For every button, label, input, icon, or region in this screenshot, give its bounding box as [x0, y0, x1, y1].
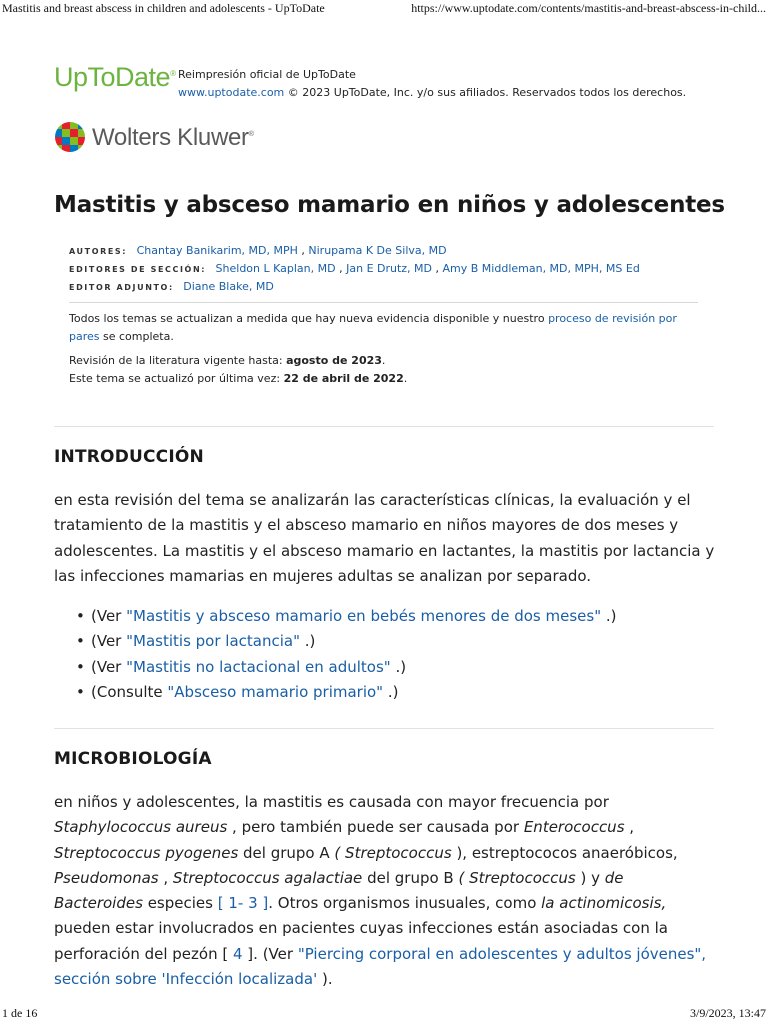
list-item	[76, 604, 716, 629]
text: en niños y adolescentes, la mastitis es causada con mayor frecuencia por	[54, 793, 609, 811]
brand-header	[54, 62, 714, 102]
print-header	[0, 0, 768, 16]
peer-review-text: Todos los temas se actualizan a medida que hay nueva evidencia disponible y nuestro	[69, 312, 549, 325]
related-topic-link[interactable]: "Mastitis por lactancia"	[126, 632, 300, 651]
print-footer	[0, 1008, 768, 1024]
microbiology-paragraph	[54, 790, 716, 992]
text: del grupo A	[238, 843, 335, 862]
lit-review-label: Revisión de la literatura vigente hasta:	[69, 354, 287, 367]
peer-review-text-end: se completa.	[99, 330, 174, 343]
lit-review-value: agosto de 2023	[286, 354, 382, 367]
organism-name: Staphylococcus aureus	[54, 818, 228, 837]
organism-name: Streptococcus pyogenes	[54, 843, 239, 862]
wolters-kluwer-wordmark	[92, 124, 254, 152]
organism-name: de Bacteroides	[54, 868, 624, 913]
deputy-editor-label: EDITOR ADJUNTO:	[69, 283, 174, 292]
print-page-title: Mastitis and breast abscess in children and adolescents - UpToDate	[2, 1, 325, 15]
section-divider	[54, 426, 714, 427]
text: pueden estar involucrados en pacientes cuyas infecciones están asociadas con la perforación del pezón [	[54, 919, 668, 963]
uptodate-logo-text: UpToDate	[54, 62, 171, 92]
publisher-name: Wolters Kluwer	[92, 124, 249, 151]
organism-name: Pseudomonas	[54, 868, 159, 887]
related-topic-link[interactable]: "Absceso mamario primario"	[167, 682, 384, 701]
section-editors-row	[69, 260, 709, 278]
wolters-kluwer-logo	[54, 121, 314, 155]
list-item-prefix: (Consulte	[91, 682, 168, 701]
section-editor-link[interactable]: Jan E Drutz, MD	[346, 262, 433, 275]
organism-name: ( Streptococcus	[334, 843, 452, 862]
related-topic-link[interactable]: "Mastitis no lactacional en adultos"	[126, 657, 391, 676]
section-editor-link[interactable]: Sheldon L Kaplan, MD	[215, 262, 336, 275]
text: ]. (Ver	[242, 944, 298, 963]
authors-row	[69, 242, 709, 260]
list-item-prefix: (Ver	[91, 657, 127, 676]
update-notes	[69, 310, 709, 388]
text: , pero también puede ser causada por	[227, 818, 524, 837]
text: ,	[624, 818, 635, 837]
organism-name: Streptococcus agalactiae	[172, 868, 363, 887]
reprint-line: Reimpresión oficial de UpToDate	[178, 68, 356, 81]
wolters-kluwer-globe-icon	[54, 121, 86, 153]
page-number: 1 de 16	[2, 1006, 38, 1020]
separator: ,	[301, 244, 305, 257]
separator: ,	[339, 262, 343, 275]
last-update-period: .	[403, 372, 408, 385]
publisher-mark: ®	[248, 131, 254, 138]
peer-review-process-link[interactable]: proceso de revisión por pares	[69, 312, 677, 343]
section-divider	[54, 728, 714, 729]
section-editors-label: EDITORES DE SECCIÓN:	[69, 265, 207, 274]
text: ) y	[575, 868, 605, 887]
reference-link[interactable]: 4	[232, 944, 243, 963]
last-update-value: 22 de abril de 2022	[283, 372, 404, 385]
list-item-suffix: .)	[601, 607, 617, 625]
related-topics-list	[76, 604, 716, 705]
organism-name: Enterococcus	[523, 818, 625, 837]
related-topic-link[interactable]: "Piercing corporal en adolescentes y adultos jóvenes", sección sobre 'Infección localizada'	[54, 944, 707, 989]
copyright-line	[178, 84, 686, 102]
list-item-prefix: (Ver	[91, 607, 127, 625]
related-topic-link[interactable]: "Mastitis y absceso mamario en bebés menores de dos meses"	[126, 607, 602, 625]
literature-review-date	[69, 352, 709, 370]
meta-divider	[69, 302, 698, 303]
lit-review-period: .	[381, 354, 386, 367]
section-heading-introduccion: INTRODUCCIÓN	[54, 447, 204, 467]
text: especies	[142, 894, 218, 913]
list-item-suffix: .)	[390, 657, 407, 676]
organism-name: ( Streptococcus	[458, 868, 576, 887]
separator: ,	[435, 262, 440, 275]
list-item	[76, 680, 716, 705]
text: ,	[158, 868, 173, 887]
article-title: Mastitis y absceso mamario en niños y adolescentes	[54, 192, 725, 218]
reference-link[interactable]: [ 1- 3 ]	[217, 894, 269, 913]
list-item	[76, 655, 716, 680]
contributors	[69, 242, 709, 296]
list-item-suffix: .)	[383, 682, 399, 701]
list-item	[76, 629, 716, 654]
print-page-url: https://www.uptodate.com/contents/mastitis-and-breast-abscess-in-child...	[411, 1, 766, 15]
text: ).	[317, 970, 333, 989]
peer-review-note	[69, 310, 709, 346]
uptodate-site-link[interactable]: www.uptodate.com	[178, 86, 285, 99]
deputy-editor-row	[69, 278, 709, 296]
authors-label: AUTORES:	[69, 247, 128, 256]
text: . Otros organismos inusuales, como	[268, 894, 542, 913]
section-editor-link[interactable]: Amy B Middleman, MD, MPH, MS Ed	[442, 262, 640, 275]
reprint-notice	[178, 66, 686, 102]
organism-name: la actinomicosis,	[541, 894, 667, 913]
list-item-prefix: (Ver	[91, 632, 127, 651]
last-update-label: Este tema se actualizó por última vez:	[69, 372, 284, 385]
copyright-text: © 2023 UpToDate, Inc. y/o sus afiliados. Reservados todos los derechos.	[287, 86, 687, 99]
text: del grupo B	[362, 868, 459, 887]
last-update-date	[69, 370, 709, 388]
deputy-editor-link[interactable]: Diane Blake, MD	[183, 280, 274, 293]
author-link[interactable]: Chantay Banikarim, MD, MPH	[136, 244, 298, 257]
intro-paragraph: en esta revisión del tema se analizarán las características clínicas, la evaluación y el tratamiento de la mastitis y el absceso mamario en niños mayores de dos meses y adolescentes. La mastitis y el absceso mamario en lactantes, la mastitis por lactancia y las infecciones mamarias en mujeres adultas se analizan por separado.	[54, 491, 715, 585]
author-link[interactable]: Nirupama K De Silva, MD	[308, 244, 447, 257]
list-item-suffix: .)	[299, 632, 316, 651]
text: ), estreptococos anaeróbicos,	[451, 843, 678, 862]
print-datetime: 3/9/2023, 13:47	[689, 1006, 766, 1020]
uptodate-logo-mark: ®	[170, 69, 176, 78]
section-heading-microbiologia: MICROBIOLOGÍA	[54, 749, 212, 769]
uptodate-logo[interactable]	[54, 62, 175, 93]
